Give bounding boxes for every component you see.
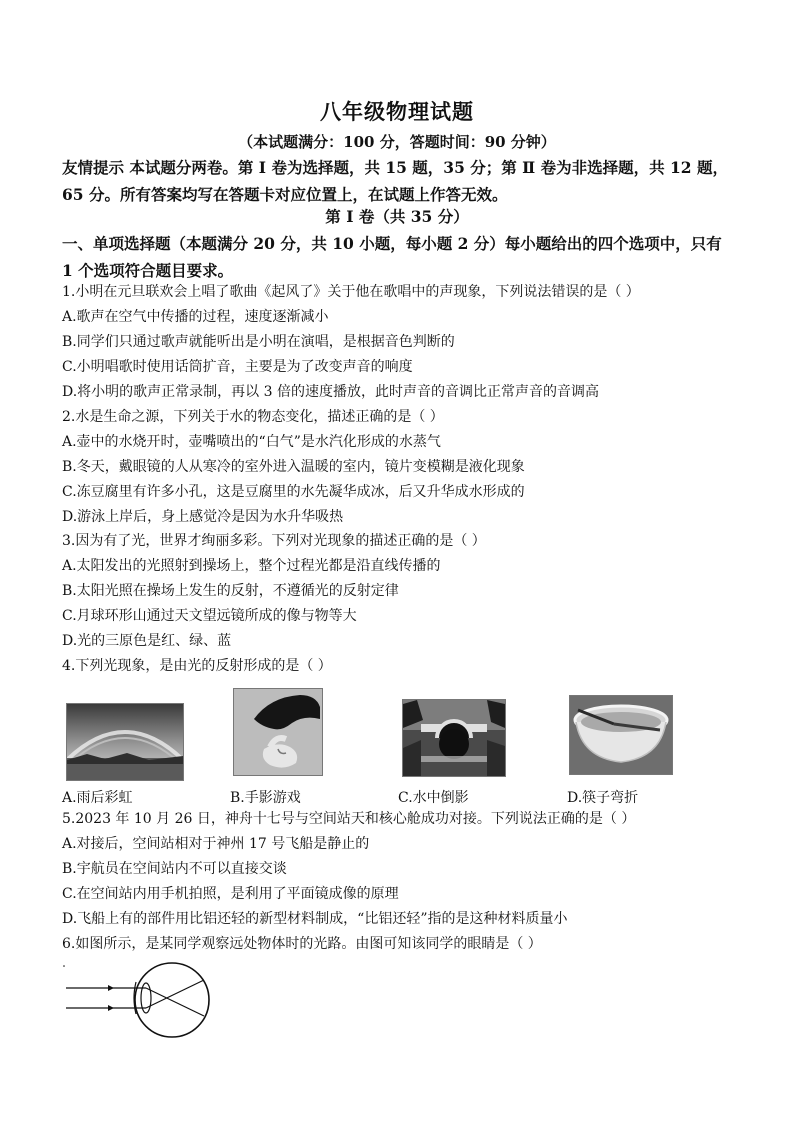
question-1-option-c: C.小明唱歌时使用话筒扩音，主要是为了改变声音的响度 (62, 359, 413, 375)
question-5-option-d: D.飞船上有的部件用比铝还轻的新型材料制成，“比铝还轻”指的是这种材料质量小 (62, 911, 568, 927)
section-title: 第 Ⅰ 卷（共 35 分） (325, 207, 469, 226)
question-4-stem: 4.下列光现象，是由光的反射形成的是（ ） (62, 658, 332, 674)
exam-info: （本试题满分：100 分，答题时间：90 分钟） (238, 133, 556, 151)
question-3-option-c: C.月球环形山通过天文望远镜所成的像与物等大 (62, 608, 357, 624)
question-5-stem: 5.2023 年 10 月 26 日，神舟十七号与空间站天和核心舱成功对接。下列说法正确的是（ ） (62, 811, 636, 827)
question-6-stem: 6.如图所示，是某同学观察远处物体时的光路。由图可知该同学的眼睛是（ ） (62, 936, 542, 952)
question-3-option-b: B.太阳光照在操场上发生的反射，不遵循光的反射定律 (62, 583, 399, 599)
question-2-option-c: C.冻豆腐里有许多小孔，这是豆腐里的水先凝华成冰，后又升华成水形成的 (62, 484, 525, 500)
question-5-option-c: C.在空间站内用手机拍照，是利用了平面镜成像的原理 (62, 886, 399, 902)
question-1-option-b: B.同学们只通过歌声就能听出是小明在演唱，是根据音色判断的 (62, 334, 455, 350)
part-title: 一、单项选择题（本题满分 20 分，共 10 小题，每小题 2 分）每小题给出的四个选项中，只有 1 个选项符合题目要求。 (62, 234, 722, 280)
question-3-option-a: A.太阳发出的光照射到操场上，整个过程光都是沿直线传播的 (62, 558, 441, 574)
water-reflection-photo (402, 699, 506, 777)
eye-light-path-diagram (62, 960, 222, 1040)
question-1-option-d: D.将小明的歌声正常录制，再以 3 倍的速度播放，此时声音的音调比正常声音的音调高 (62, 384, 599, 400)
hand-shadow-photo (233, 688, 323, 776)
question-3-option-d: D.光的三原色是红、绿、蓝 (62, 633, 232, 649)
option-c-caption: C.水中倒影 (398, 790, 469, 806)
question-2-stem: 2.水是生命之源，下列关于水的物态变化，描述正确的是（ ） (62, 409, 444, 425)
option-b-caption: B.手影游戏 (230, 790, 301, 806)
option-d-caption: D.筷子弯折 (567, 790, 639, 806)
question-1-stem: 1.小明在元旦联欢会上唱了歌曲《起风了》关于他在歌唱中的声现象，下列说法错误的是（ ） (62, 284, 640, 300)
option-a-caption: A.雨后彩虹 (62, 790, 133, 806)
friendly-notice: 友情提示 本试题分两卷。第 Ⅰ 卷为选择题，共 15 题，35 分；第 Ⅱ 卷为非选择题，共 12 题，65 分。所有答案均写在答题卡对应位置上，在试题上作答无效。 (62, 158, 728, 204)
question-5-option-a: A.对接后，空间站相对于神州 17 号飞船是静止的 (62, 836, 370, 852)
page-title: 八年级物理试题 (320, 99, 474, 124)
bent-chopsticks-photo (569, 695, 673, 775)
question-1-option-a: A.歌声在空气中传播的过程，速度逐渐减小 (62, 309, 329, 325)
rainbow-photo (66, 703, 184, 781)
question-2-option-b: B.冬天，戴眼镜的人从寒冷的室外进入温暖的室内，镜片变模糊是液化现象 (62, 459, 525, 475)
question-2-option-d: D.游泳上岸后，身上感觉冷是因为水升华吸热 (62, 509, 344, 525)
question-3-stem: 3.因为有了光，世界才绚丽多彩。下列对光现象的描述正确的是（ ） (62, 533, 486, 549)
question-2-option-a: A.壶中的水烧开时，壶嘴喷出的“白气”是水汽化形成的水蒸气 (62, 434, 441, 450)
question-5-option-b: B.宇航员在空间站内不可以直接交谈 (62, 861, 287, 877)
